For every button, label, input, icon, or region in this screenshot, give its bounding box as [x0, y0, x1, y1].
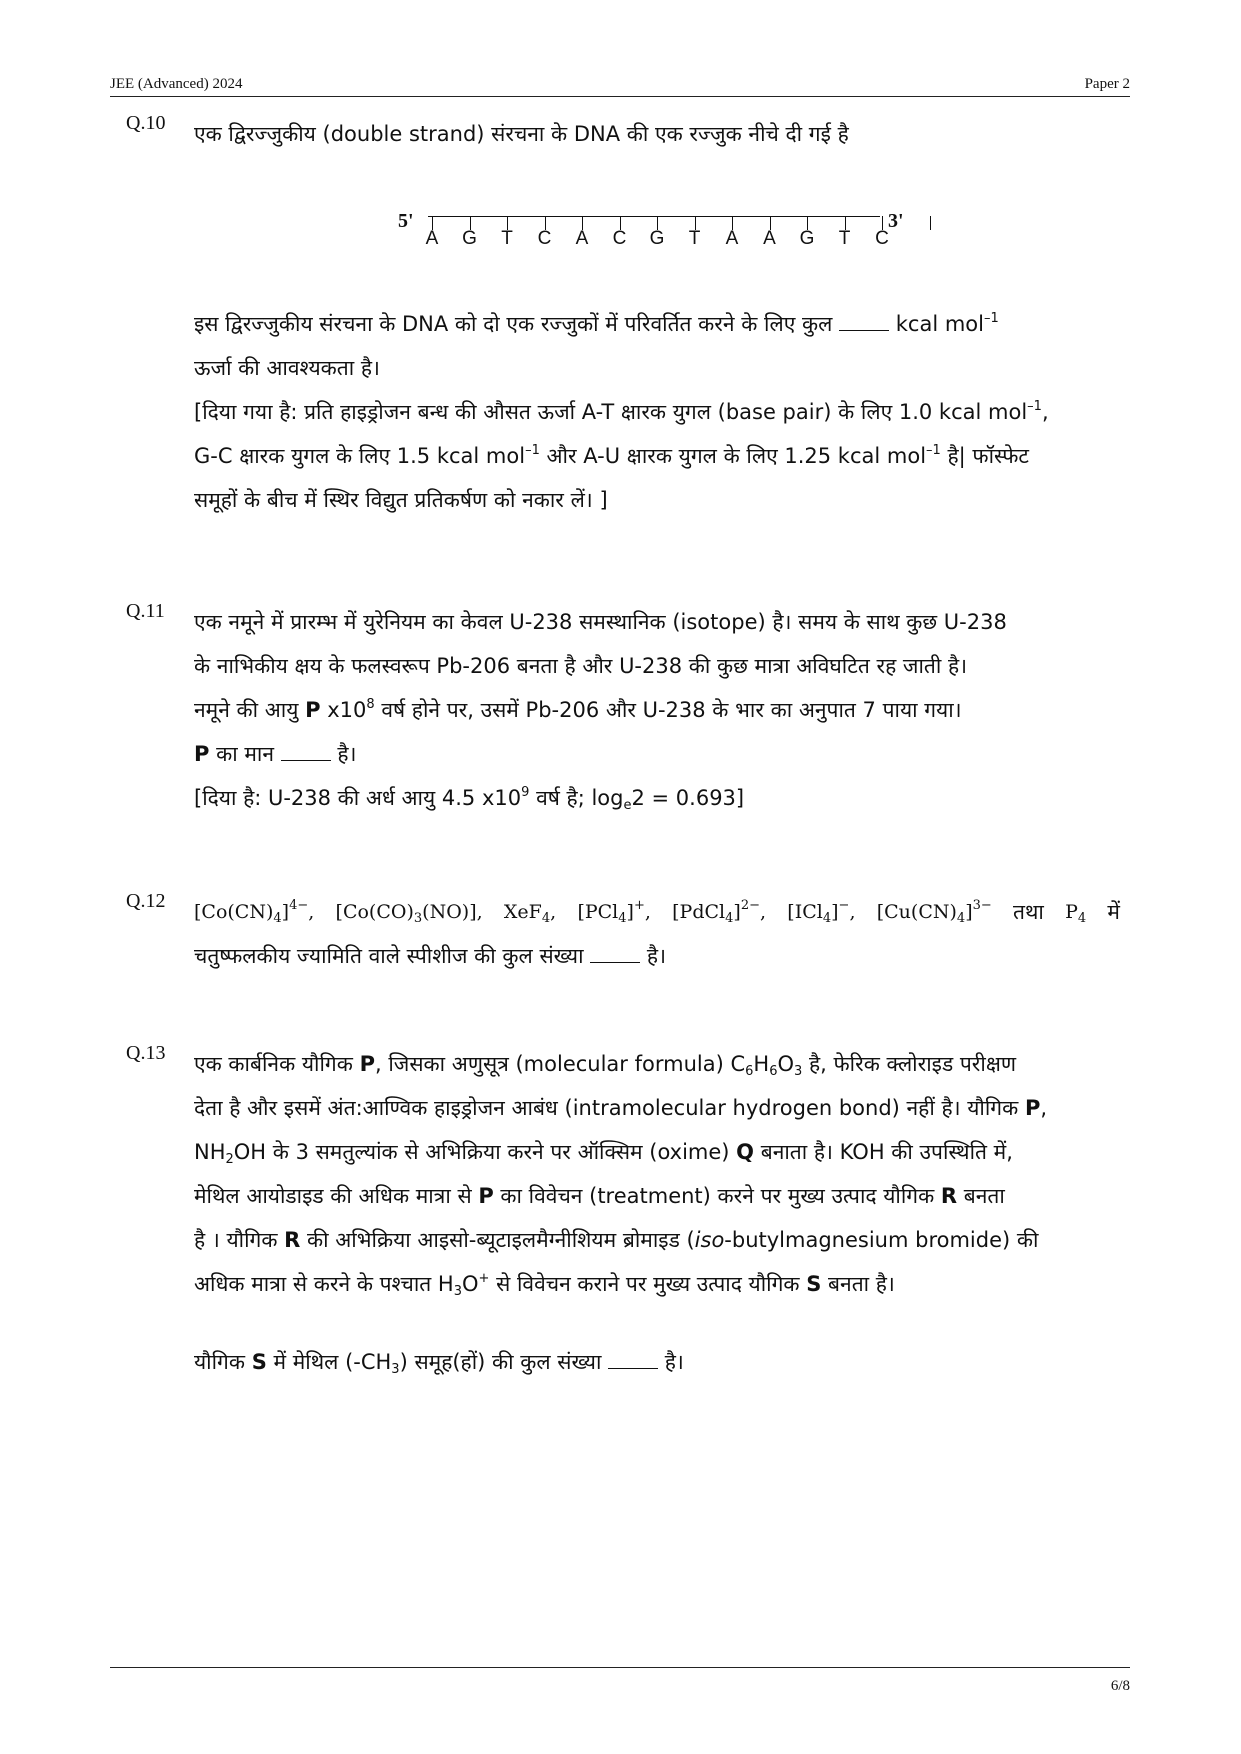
q13-line-1: एक कार्बनिक यौगिक P, जिसका अणुसूत्र (molecular formula) $C_6H_6O_3$ है, फेरिक क्लोराइड परीक्षण — [194, 1052, 1017, 1079]
answer-blank — [590, 944, 640, 963]
base-t: T — [838, 228, 851, 249]
q11-line-2: के नाभिकीय क्षय के फलस्वरूप Pb-206 बनता है और U-238 की कुछ मात्रा अविघटित रह जाती है। — [194, 654, 968, 678]
question-body — [194, 112, 1120, 156]
question-body — [194, 890, 1120, 978]
exam-title: JEE (Advanced) 2024 — [110, 76, 243, 92]
base-a: A — [763, 228, 776, 249]
given-line-3: समूहों के बीच में स्थिर विद्युत प्रतिकर्षण को नकार लें। ] — [194, 488, 608, 512]
species-list: $[Co(CN)_4]^{4-}$, $[Co(CO)_3(NO)]$, XeF$_4$, [PCl$_4$]+, [PdCl$_4$]$^{2-}$, [ICl$_4$]−, $[Cu(CN)_4]^{3-}$ तथा $P_4$ में — [194, 897, 1120, 926]
page-number: 6/8 — [1110, 1678, 1130, 1694]
base-c: C — [875, 228, 889, 249]
q12-line-2: चतुष्फलकीय ज्यामिति वाले स्पीशीज की कुल संख्या है। — [194, 944, 667, 968]
three-prime-label: 3' — [888, 210, 904, 232]
q11-line-3: नमूने की आयु P $x10^8$ वर्ष होने पर, उसमें Pb-206 और U-238 के भार का अनुपात 7 पाया गया। — [194, 696, 962, 722]
answer-blank — [281, 742, 331, 761]
q11-line-5: [दिया है: U-238 की अर्ध आयु 4.5 $x10^9$ वर्ष है; $\log_e2 = 0.693$] — [194, 784, 745, 813]
five-prime-label: 5' — [398, 210, 414, 232]
q13-line-5: है । यौगिक R की अभिक्रिया आइसो-ब्यूटाइलमैग्नीशियम ब्रोमाइड (iso-butylmagnesium bromide) की — [194, 1228, 1039, 1252]
question-number: Q.10 — [126, 112, 166, 134]
base-a: A — [725, 228, 739, 249]
question-intro: एक द्विरज्जुकीय (double strand) संरचना के DNA की एक रज्जुक नीचे दी गई है — [194, 122, 849, 146]
strand-end-tick — [930, 216, 931, 230]
base-a: A — [425, 228, 439, 249]
base-g: G — [649, 228, 665, 249]
answer-blank — [839, 312, 889, 331]
energy-line: इस द्विरज्जुकीय संरचना के DNA को दो एक रज्जुकों में परिवर्तित करने के लिए कुल kcal mol$^{-1}$ — [194, 310, 999, 336]
q13-line-4: मेथिल आयोडाइड की अधिक मात्रा से P का विवेचन (treatment) करने पर मुख्य उत्पाद यौगिक R बनता — [194, 1184, 1005, 1208]
question-body — [194, 600, 1120, 820]
given-line-1: [दिया गया है: प्रति हाइड्रोजन बन्ध की औसत ऊर्जा A-T क्षारक युगल (base pair) के लिए 1.0 kcal mol$^{-1}$, — [194, 398, 1049, 424]
footer-rule — [110, 1667, 1130, 1668]
question-body — [194, 1042, 1120, 1384]
answer-blank — [608, 1350, 658, 1369]
base-g: G — [462, 228, 477, 249]
question-number: Q.13 — [126, 1042, 166, 1064]
question-number: Q.11 — [126, 600, 165, 622]
given-line-2: G-C क्षारक युगल के लिए 1.5 kcal mol$^{-1}$ और A-U क्षारक युगल के लिए 1.25 kcal mol$^{-1}$ है| फॉस्फेट — [194, 442, 1029, 468]
strand-backbone — [428, 216, 880, 217]
question-number: Q.12 — [126, 890, 166, 912]
base-a: A — [575, 228, 589, 249]
dna-strand-diagram — [398, 208, 918, 258]
base-c: C — [612, 228, 627, 249]
base-t: T — [688, 228, 701, 249]
base-g: G — [799, 228, 815, 249]
q13-line-6: अधिक मात्रा से करने के पश्चात $H_3O^+$ से विवेचन कराने पर मुख्य उत्पाद यौगिक S बनता है। — [194, 1270, 895, 1299]
base-t: T — [501, 228, 513, 249]
q11-line-4: P का मान है। — [194, 742, 357, 766]
q11-line-1: एक नमूने में प्रारम्भ में युरेनियम का केवल U-238 समस्थानिक (isotope) है। समय के साथ कुछ U-238 — [194, 610, 1007, 634]
page-header — [110, 74, 1130, 97]
paper-label: Paper 2 — [1084, 76, 1130, 92]
q13-line-2: देता है और इसमें अंत:आण्विक हाइड्रोजन आबंध (intramolecular hydrogen bond) नहीं है। यौगिक P, — [194, 1096, 1048, 1120]
q13-line-7: यौगिक S में मेथिल $(-CH_3)$ समूह(हों) की कुल संख्या है। — [194, 1350, 684, 1377]
base-c: C — [537, 228, 552, 249]
q13-line-3: $NH_2OH$ के 3 समतुल्यांक से अभिक्रिया करने पर ऑक्सिम (oxime) Q बनाता है। KOH की उपस्थिति में, — [194, 1140, 1013, 1167]
question-body — [194, 302, 1120, 522]
energy-line-2: ऊर्जा की आवश्यकता है। — [194, 356, 380, 380]
